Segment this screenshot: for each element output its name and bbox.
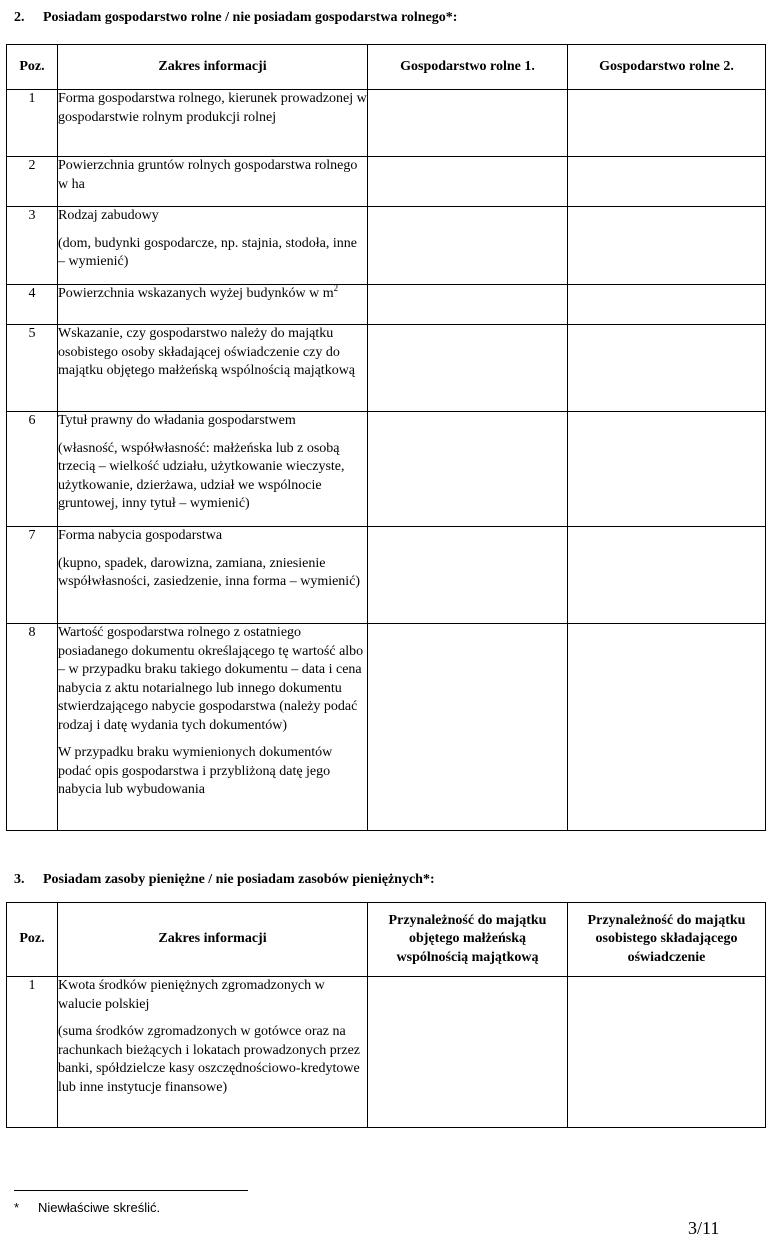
row-number: 5 xyxy=(7,325,58,412)
farm-2-input-cell[interactable] xyxy=(568,157,766,207)
section-3-heading xyxy=(14,871,435,890)
joint-property-input-cell[interactable] xyxy=(368,977,568,1128)
farm-1-input-cell[interactable] xyxy=(368,527,568,624)
section-2-number: 2. xyxy=(14,10,25,25)
row-text: Forma gospodarstwa rolnego, kierunek prowadzonej w gospodarstwie rolnym produkcji rolnej xyxy=(58,91,367,125)
header-farm-2: Gospodarstwo rolne 2. xyxy=(568,45,766,90)
row-note: (suma środków zgromadzonych w gotówce oraz na rachunkach bieżących i lokatach prowadzonych przez banki, spółdzielcze kasy oszczędnościowo-kredytowe lub inne instytucje finansowe) xyxy=(58,1024,361,1095)
farm-1-input-cell[interactable] xyxy=(368,412,568,527)
header-farm-1: Gospodarstwo rolne 1. xyxy=(368,45,568,90)
footnote-mark: * xyxy=(14,1200,20,1215)
farm-1-input-cell[interactable] xyxy=(368,285,568,325)
farm-1-input-cell[interactable] xyxy=(368,207,568,285)
row-number: 6 xyxy=(7,412,58,527)
farm-1-input-cell[interactable] xyxy=(368,90,568,157)
page-number: 3/11 xyxy=(688,1218,720,1238)
row-text: Wskazanie, czy gospodarstwo należy do majątku osobistego osoby składającej oświadczenie czy do majątku objętego małżeńską wspólnością majątkową xyxy=(58,326,356,378)
table-row xyxy=(7,624,766,831)
table-row xyxy=(7,325,766,412)
farm-1-input-cell[interactable] xyxy=(368,325,568,412)
section-3-title: Posiadam zasoby pieniężne / nie posiadam zasobów pieniężnych*: xyxy=(43,872,435,887)
section-2-title: Posiadam gospodarstwo rolne / nie posiadam gospodarstwa rolnego*: xyxy=(43,10,458,25)
row-number: 4 xyxy=(7,285,58,325)
farm-2-input-cell[interactable] xyxy=(568,207,766,285)
row-number: 3 xyxy=(7,207,58,285)
farm-1-input-cell[interactable] xyxy=(368,624,568,831)
header-poz: Poz. xyxy=(7,45,58,90)
row-info xyxy=(58,624,368,831)
header-zakres: Zakres informacji xyxy=(58,903,368,977)
row-info xyxy=(58,90,368,157)
row-info xyxy=(58,285,368,325)
row-info xyxy=(58,527,368,624)
row-info xyxy=(58,325,368,412)
row-text: Powierzchnia gruntów rolnych gospodarstwa rolnego w ha xyxy=(58,158,358,192)
header-personal-property: Przynależność do majątku osobistego składającego oświadczenie xyxy=(568,903,766,977)
table-row xyxy=(7,412,766,527)
table-row xyxy=(7,285,766,325)
row-note: (kupno, spadek, darowizna, zamiana, zniesienie współwłasności, zasiedzenie, inna forma – wymienić) xyxy=(58,555,361,589)
farm-1-input-cell[interactable] xyxy=(368,157,568,207)
row-number: 2 xyxy=(7,157,58,207)
row-text: Kwota środków pieniężnych zgromadzonych w walucie polskiej xyxy=(58,978,325,1012)
table-row xyxy=(7,977,766,1128)
farm-2-input-cell[interactable] xyxy=(568,285,766,325)
row-info xyxy=(58,207,368,285)
row-text: Powierzchnia wskazanych wyżej budynków w m xyxy=(58,286,334,301)
row-note: (własność, współwłasność: małżeńska lub z osobą trzecią – wielkość udziału, użytkowanie wieczyste, użytkowanie, dzierżawa, udział we wspólnocie gruntowej, inny tytuł – wymienić) xyxy=(58,440,345,511)
farm-2-input-cell[interactable] xyxy=(568,412,766,527)
row-text: Wartość gospodarstwa rolnego z ostatniego posiadanego dokumentu określającego tę wartość albo – w przypadku braku takiego dokumentu – data i cena nabycia z aktu notarialnego lub innego dokumentu stwierdzającego nabycie gospodarstwa (należy podać rodzaj i datę wydania tych dokumentów) xyxy=(58,625,364,733)
table-row xyxy=(7,527,766,624)
row-info xyxy=(58,412,368,527)
footnote xyxy=(14,1199,160,1218)
personal-property-input-cell[interactable] xyxy=(568,977,766,1128)
row-text: Tytuł prawny do władania gospodarstwem xyxy=(58,413,296,428)
row-info xyxy=(58,157,368,207)
header-joint-property: Przynależność do majątku objętego małżeńską wspólnością majątkową xyxy=(368,903,568,977)
table-row xyxy=(7,157,766,207)
cash-table xyxy=(6,902,766,1128)
footnote-text: Niewłaściwe skreślić. xyxy=(38,1200,161,1215)
farm-2-input-cell[interactable] xyxy=(568,527,766,624)
table-row xyxy=(7,90,766,157)
farm-2-input-cell[interactable] xyxy=(568,624,766,831)
row-number: 1 xyxy=(7,90,58,157)
row-text: Forma nabycia gospodarstwa xyxy=(58,528,223,543)
row-info xyxy=(58,977,368,1128)
footnote-divider xyxy=(14,1190,248,1191)
farm-table-header xyxy=(7,45,766,90)
row-text: Rodzaj zabudowy xyxy=(58,208,159,223)
farm-2-input-cell[interactable] xyxy=(568,90,766,157)
cash-table-header xyxy=(7,903,766,977)
header-zakres: Zakres informacji xyxy=(58,45,368,90)
row-number: 1 xyxy=(7,977,58,1128)
row-note: (dom, budynki gospodarcze, np. stajnia, stodoła, inne – wymienić) xyxy=(58,235,357,269)
header-poz: Poz. xyxy=(7,903,58,977)
row-number: 8 xyxy=(7,624,58,831)
section-2-heading xyxy=(14,9,457,28)
row-number: 7 xyxy=(7,527,58,624)
superscript: 2 xyxy=(333,283,339,293)
section-3-number: 3. xyxy=(14,872,25,887)
table-row xyxy=(7,207,766,285)
row-note: W przypadku braku wymienionych dokumentów podać opis gospodarstwa i przybliżoną datę jego nabycia lub wybudowania xyxy=(58,745,333,797)
farm-table xyxy=(6,44,766,831)
farm-2-input-cell[interactable] xyxy=(568,325,766,412)
